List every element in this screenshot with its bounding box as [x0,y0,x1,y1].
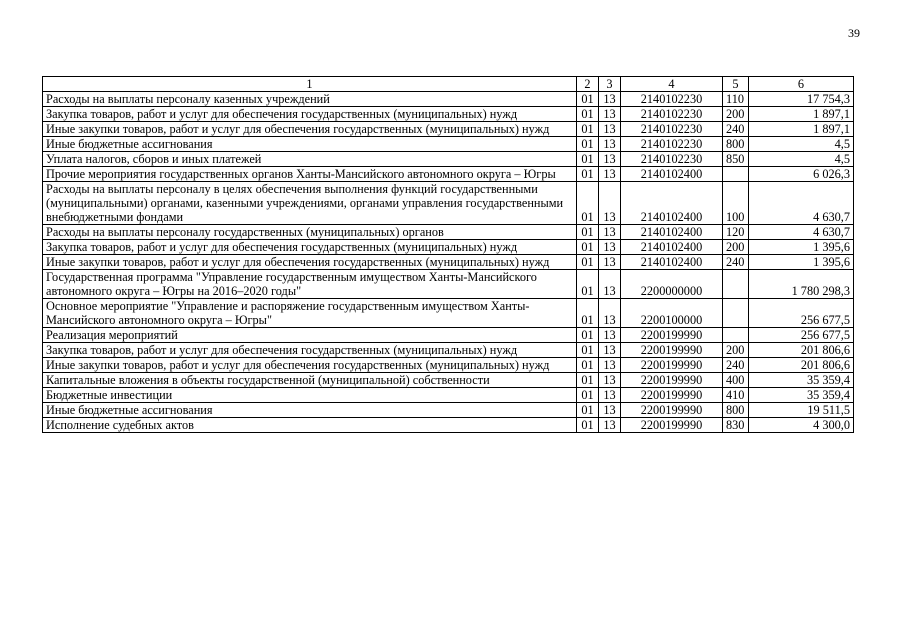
table-row [43,225,854,240]
subsection-code-cell: 13 [599,182,621,225]
expense-name-cell: Уплата налогов, сборов и иных платежей [43,152,577,167]
expense-name-cell: Исполнение судебных актов [43,418,577,433]
section-code-cell: 01 [577,270,599,299]
amount-cell: 201 806,6 [749,343,854,358]
expense-type-cell: 200 [723,343,749,358]
subsection-code-cell: 13 [599,403,621,418]
table-row [43,255,854,270]
subsection-code-cell: 13 [599,299,621,328]
section-code-cell: 01 [577,240,599,255]
subsection-code-cell: 13 [599,373,621,388]
expense-name-cell: Расходы на выплаты персоналу в целях обеспечения выполнения функций государственными (муниципальными) органами, казенными учреждениями, органами управления государственными внебюджетными фондами [43,182,577,225]
expense-name-cell: Реализация мероприятий [43,328,577,343]
amount-cell: 35 359,4 [749,373,854,388]
subsection-code-cell: 13 [599,270,621,299]
target-article-cell: 2140102400 [621,182,723,225]
target-article-cell: 2140102230 [621,92,723,107]
subsection-code-cell: 13 [599,167,621,182]
subsection-code-cell: 13 [599,92,621,107]
header-cell: 1 [43,77,577,92]
target-article-cell: 2140102230 [621,122,723,137]
table-row [43,270,854,299]
expense-type-cell: 100 [723,182,749,225]
target-article-cell: 2140102400 [621,225,723,240]
table-row [43,328,854,343]
section-code-cell: 01 [577,255,599,270]
expense-type-cell: 400 [723,373,749,388]
table-row [43,182,854,225]
section-code-cell: 01 [577,403,599,418]
table-row [43,373,854,388]
subsection-code-cell: 13 [599,137,621,152]
subsection-code-cell: 13 [599,122,621,137]
page-number: 39 [848,26,860,40]
amount-cell: 1 897,1 [749,122,854,137]
section-code-cell: 01 [577,137,599,152]
table-row [43,403,854,418]
expense-name-cell: Капитальные вложения в объекты государственной (муниципальной) собственности [43,373,577,388]
subsection-code-cell: 13 [599,225,621,240]
amount-cell: 1 897,1 [749,107,854,122]
target-article-cell: 2200199990 [621,403,723,418]
amount-cell: 4 630,7 [749,225,854,240]
expense-name-cell: Иные закупки товаров, работ и услуг для обеспечения государственных (муниципальных) нужд [43,358,577,373]
expense-type-cell: 240 [723,255,749,270]
target-article-cell: 2200199990 [621,373,723,388]
table-header-row [43,77,854,92]
expense-type-cell [723,299,749,328]
amount-cell: 1 395,6 [749,240,854,255]
expense-type-cell [723,270,749,299]
expense-name-cell: Расходы на выплаты персоналу государственных (муниципальных) органов [43,225,577,240]
amount-cell: 17 754,3 [749,92,854,107]
expense-type-cell: 110 [723,92,749,107]
expense-name-cell: Иные закупки товаров, работ и услуг для обеспечения государственных (муниципальных) нужд [43,255,577,270]
amount-cell: 1 395,6 [749,255,854,270]
table-row [43,137,854,152]
expense-type-cell: 800 [723,137,749,152]
table-row [43,343,854,358]
target-article-cell: 2200199990 [621,328,723,343]
table-row [43,107,854,122]
table-row [43,167,854,182]
section-code-cell: 01 [577,418,599,433]
expense-type-cell: 850 [723,152,749,167]
amount-cell: 19 511,5 [749,403,854,418]
expense-name-cell: Закупка товаров, работ и услуг для обеспечения государственных (муниципальных) нужд [43,343,577,358]
target-article-cell: 2200100000 [621,299,723,328]
expense-type-cell: 240 [723,358,749,373]
header-cell: 4 [621,77,723,92]
header-cell: 3 [599,77,621,92]
subsection-code-cell: 13 [599,328,621,343]
amount-cell: 35 359,4 [749,388,854,403]
amount-cell: 256 677,5 [749,299,854,328]
subsection-code-cell: 13 [599,358,621,373]
expense-type-cell: 830 [723,418,749,433]
expense-type-cell: 120 [723,225,749,240]
amount-cell: 4,5 [749,152,854,167]
header-cell: 5 [723,77,749,92]
section-code-cell: 01 [577,388,599,403]
table-row [43,122,854,137]
target-article-cell: 2200000000 [621,270,723,299]
expense-type-cell: 200 [723,107,749,122]
section-code-cell: 01 [577,122,599,137]
section-code-cell: 01 [577,152,599,167]
table-row [43,92,854,107]
section-code-cell: 01 [577,92,599,107]
target-article-cell: 2200199990 [621,358,723,373]
table-row [43,240,854,255]
target-article-cell: 2140102230 [621,107,723,122]
expense-type-cell: 410 [723,388,749,403]
expense-type-cell [723,328,749,343]
amount-cell: 201 806,6 [749,358,854,373]
subsection-code-cell: 13 [599,255,621,270]
subsection-code-cell: 13 [599,343,621,358]
expense-name-cell: Иные закупки товаров, работ и услуг для обеспечения государственных (муниципальных) нужд [43,122,577,137]
subsection-code-cell: 13 [599,107,621,122]
target-article-cell: 2140102230 [621,137,723,152]
subsection-code-cell: 13 [599,418,621,433]
section-code-cell: 01 [577,358,599,373]
expense-type-cell: 240 [723,122,749,137]
target-article-cell: 2200199990 [621,418,723,433]
target-article-cell: 2140102230 [621,152,723,167]
expense-type-cell: 800 [723,403,749,418]
target-article-cell: 2140102400 [621,255,723,270]
table-row [43,299,854,328]
expense-name-cell: Закупка товаров, работ и услуг для обеспечения государственных (муниципальных) нужд [43,107,577,122]
amount-cell: 6 026,3 [749,167,854,182]
target-article-cell: 2200199990 [621,343,723,358]
subsection-code-cell: 13 [599,240,621,255]
section-code-cell: 01 [577,373,599,388]
subsection-code-cell: 13 [599,152,621,167]
expense-name-cell: Иные бюджетные ассигнования [43,137,577,152]
target-article-cell: 2140102400 [621,167,723,182]
section-code-cell: 01 [577,299,599,328]
expense-type-cell: 200 [723,240,749,255]
table-row [43,152,854,167]
header-cell: 2 [577,77,599,92]
section-code-cell: 01 [577,167,599,182]
amount-cell: 4,5 [749,137,854,152]
amount-cell: 1 780 298,3 [749,270,854,299]
section-code-cell: 01 [577,182,599,225]
section-code-cell: 01 [577,343,599,358]
target-article-cell: 2200199990 [621,388,723,403]
amount-cell: 4 630,7 [749,182,854,225]
table-row [43,418,854,433]
section-code-cell: 01 [577,225,599,240]
expense-name-cell: Расходы на выплаты персоналу казенных учреждений [43,92,577,107]
section-code-cell: 01 [577,328,599,343]
expense-name-cell: Закупка товаров, работ и услуг для обеспечения государственных (муниципальных) нужд [43,240,577,255]
expense-name-cell: Бюджетные инвестиции [43,388,577,403]
budget-table [42,76,854,433]
expense-name-cell: Основное мероприятие "Управление и распоряжение государственным имуществом Ханты-Мансийского автономного округа – Югры" [43,299,577,328]
expense-name-cell: Прочие мероприятия государственных органов Ханты-Мансийского автономного округа – Югры [43,167,577,182]
section-code-cell: 01 [577,107,599,122]
expense-name-cell: Государственная программа "Управление государственным имуществом Ханты-Мансийского автономного округа – Югры на 2016–2020 годы" [43,270,577,299]
table-row [43,388,854,403]
amount-cell: 256 677,5 [749,328,854,343]
target-article-cell: 2140102400 [621,240,723,255]
expense-type-cell [723,167,749,182]
subsection-code-cell: 13 [599,388,621,403]
amount-cell: 4 300,0 [749,418,854,433]
table-row [43,358,854,373]
header-cell: 6 [749,77,854,92]
expense-name-cell: Иные бюджетные ассигнования [43,403,577,418]
